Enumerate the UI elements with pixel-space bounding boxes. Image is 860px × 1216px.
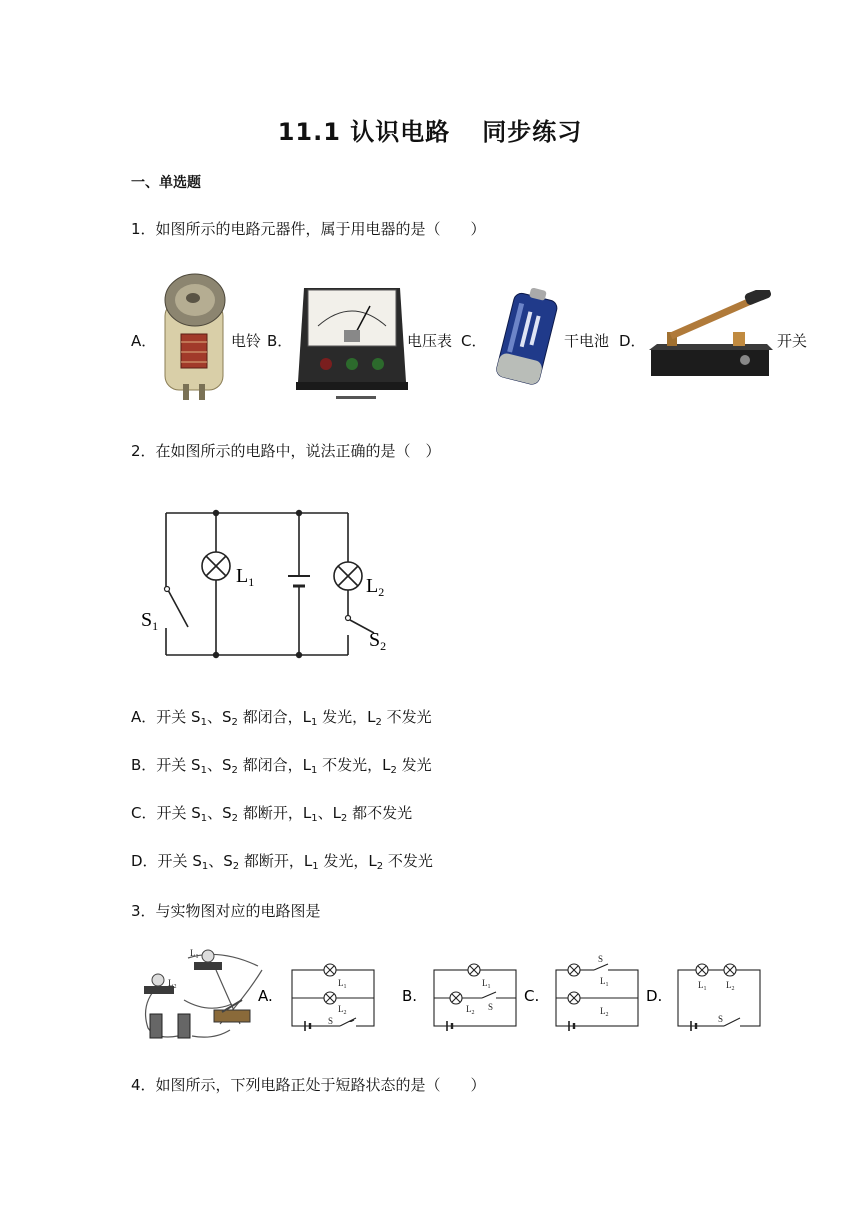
electric-bell-image bbox=[157, 272, 233, 400]
dry-battery-image bbox=[489, 286, 567, 390]
s1-label: $S_1$ bbox=[141, 609, 159, 633]
question-4-stem: 4．如图所示，下列电路正处于短路状态的是（ ） bbox=[131, 1076, 486, 1094]
svg-text:L1: $L_1$ bbox=[190, 948, 199, 960]
title-sub: 同步练习 bbox=[482, 118, 583, 146]
svg-text:L2: $L_2$ bbox=[466, 1004, 475, 1016]
svg-text:L2: $L_2$ bbox=[726, 980, 735, 992]
question-2-option-b: B．开关 $S_1$、$S_2$ 都闭合，$L_1$ 不发光，$L_2$ 发光 bbox=[131, 756, 432, 776]
question-2-option-c: C．开关 $S_1$、$S_2$ 都断开，$L_1$、$L_2$ 都不发光 bbox=[131, 804, 413, 824]
q3-circuit-b bbox=[434, 964, 516, 1031]
question-1-options bbox=[131, 270, 831, 405]
q3-circuit-c bbox=[556, 964, 638, 1031]
option-b-name: 电压表 bbox=[407, 332, 453, 350]
option-c-letter: C． bbox=[461, 332, 487, 350]
svg-text:S: S bbox=[328, 1016, 334, 1026]
q3-option-a-letter: A. bbox=[258, 987, 273, 1005]
q3-option-b-letter: B. bbox=[402, 987, 418, 1005]
question-3-stem: 3．与实物图对应的电路图是 bbox=[131, 902, 321, 920]
question-3-figures bbox=[128, 944, 768, 1044]
option-b-letter: B． bbox=[267, 332, 293, 350]
option-a-letter: A． bbox=[131, 332, 157, 350]
svg-text:S: S bbox=[488, 1002, 494, 1012]
option-d-letter: D． bbox=[619, 332, 646, 350]
voltmeter-image bbox=[296, 282, 408, 402]
knife-switch-image bbox=[649, 290, 775, 380]
page-title bbox=[0, 112, 860, 147]
l1-label: $L_1$ bbox=[236, 565, 255, 589]
question-2-circuit-diagram bbox=[130, 500, 400, 670]
l2-label: $L_2$ bbox=[366, 575, 385, 599]
svg-text:L2: $L_2$ bbox=[600, 1006, 609, 1018]
q3-option-d-letter: D. bbox=[646, 987, 663, 1005]
section-heading: 一、单选题 bbox=[131, 175, 201, 191]
svg-text:L2: $L_2$ bbox=[168, 978, 177, 990]
question-2-option-a: A．开关 $S_1$、$S_2$ 都闭合，$L_1$ 发光，$L_2$ 不发光 bbox=[131, 708, 432, 728]
svg-text:S: S bbox=[718, 1014, 724, 1024]
svg-text:L2: $L_2$ bbox=[338, 1004, 347, 1016]
question-2-stem: 2．在如图所示的电路中，说法正确的是（ ） bbox=[131, 442, 441, 460]
svg-text:L1: $L_1$ bbox=[698, 980, 707, 992]
option-a-name: 电铃 bbox=[231, 332, 262, 350]
title-main: 11.1 认识电路 bbox=[277, 118, 451, 146]
s2-label: $S_2$ bbox=[369, 629, 387, 653]
svg-text:L1: $L_1$ bbox=[600, 976, 609, 988]
option-c-name: 干电池 bbox=[564, 332, 610, 350]
svg-text:L1: $L_1$ bbox=[482, 978, 491, 990]
question-2-option-d: D．开关 $S_1$、$S_2$ 都断开，$L_1$ 发光，$L_2$ 不发光 bbox=[131, 852, 433, 872]
question-1-stem: 1．如图所示的电路元器件，属于用电器的是（ ） bbox=[131, 220, 486, 238]
q3-option-c-letter: C. bbox=[524, 987, 540, 1005]
svg-text:S: S bbox=[598, 954, 604, 964]
physical-circuit-image bbox=[144, 948, 262, 1038]
option-d-name: 开关 bbox=[777, 332, 808, 350]
svg-text:L1: $L_1$ bbox=[338, 978, 347, 990]
